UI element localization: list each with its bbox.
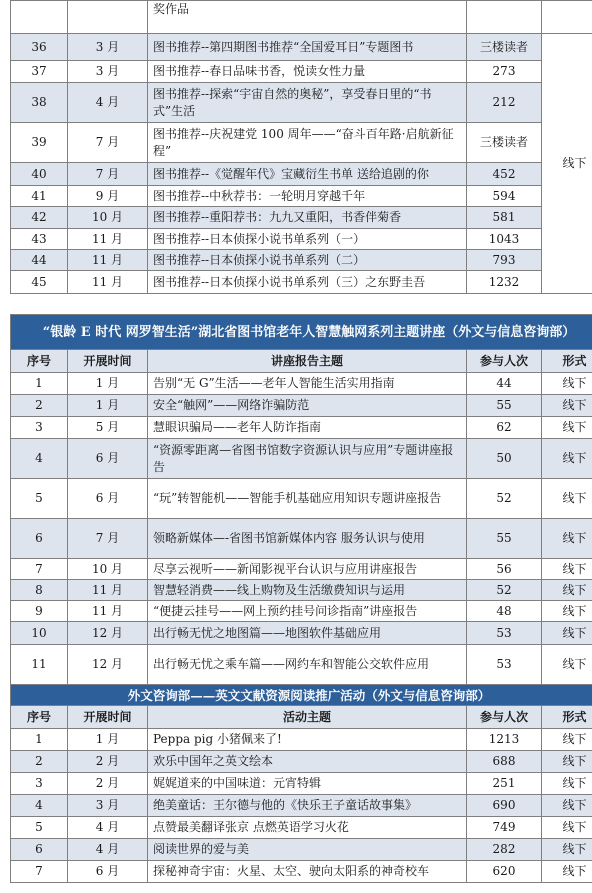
table-row [11, 439, 592, 479]
no-cell: 10 [11, 622, 68, 645]
month-cell: 1 月 [68, 373, 148, 395]
no-cell: 6 [11, 519, 68, 559]
no-cell [11, 1, 68, 34]
topic-cell: “玩”转智能机——智能手机基础应用知识专题讲座报告 [148, 479, 467, 519]
topic-cell: 图书推荐--日本侦探小说书单系列（三）之东野圭吾 [148, 271, 467, 294]
topic-cell: 图书推荐--春日品味书香，悦读女性力量 [148, 61, 467, 83]
topic-cell: 图书推荐--重阳荐书：九九又重阳，书香伴菊香 [148, 207, 467, 229]
topic-cell: 出行畅无忧之地图篇——地图软件基础应用 [148, 622, 467, 645]
no-cell: 40 [11, 163, 68, 186]
no-cell: 2 [11, 751, 68, 773]
no-cell: 3 [11, 773, 68, 795]
table-row [11, 729, 592, 751]
no-cell: 39 [11, 123, 68, 163]
no-cell: 44 [11, 250, 68, 271]
table-row [11, 559, 592, 580]
form-cell: 线下 [542, 580, 592, 601]
header-row [11, 350, 592, 373]
month-cell: 7 月 [68, 123, 148, 163]
table-row [11, 580, 592, 601]
header-no: 序号 [11, 350, 68, 373]
count-cell: 688 [467, 751, 542, 773]
count-cell: 452 [467, 163, 542, 186]
table-row [11, 839, 592, 861]
count-cell: 793 [467, 250, 542, 271]
month-cell: 7 月 [68, 163, 148, 186]
no-cell: 1 [11, 729, 68, 751]
count-cell: 690 [467, 795, 542, 817]
topic-cell: 图书推荐--《觉醒年代》宝藏衍生书单 送给追剧的你 [148, 163, 467, 186]
count-cell: 581 [467, 207, 542, 229]
count-cell: 53 [467, 622, 542, 645]
count-cell: 212 [467, 83, 542, 123]
month-cell: 3 月 [68, 34, 148, 61]
header-form: 形式 [542, 706, 592, 729]
topic-cell: 安全“触网”——网络诈骗防范 [148, 395, 467, 417]
no-cell: 41 [11, 186, 68, 207]
no-cell: 37 [11, 61, 68, 83]
topic-cell: 探秘神奇宇宙：火星、太空、驶向太阳系的神奇校车 [148, 861, 467, 883]
count-cell [467, 1, 542, 34]
month-cell: 4 月 [68, 83, 148, 123]
header-count: 参与人次 [467, 706, 542, 729]
form-cell: 线下 [542, 34, 592, 294]
table-row [11, 250, 592, 271]
no-cell: 5 [11, 479, 68, 519]
count-cell: 44 [467, 373, 542, 395]
month-cell: 7 月 [68, 519, 148, 559]
no-cell: 2 [11, 395, 68, 417]
month-cell: 3 月 [68, 61, 148, 83]
header-no: 序号 [11, 706, 68, 729]
topic-cell: 智慧轻消费——线上购物及生活缴费知识与运用 [148, 580, 467, 601]
table-row [11, 817, 592, 839]
month-cell: 11 月 [68, 580, 148, 601]
topic-cell: 图书推荐--日本侦探小说书单系列（二） [148, 250, 467, 271]
count-cell: 251 [467, 773, 542, 795]
section-title-row [11, 315, 592, 350]
topic-cell: 奖作品 [148, 1, 467, 34]
count-cell: 273 [467, 61, 542, 83]
form-cell: 线下 [542, 439, 592, 479]
month-cell: 12 月 [68, 645, 148, 685]
section-title-row [11, 685, 592, 706]
month-cell: 6 月 [68, 479, 148, 519]
month-cell: 4 月 [68, 839, 148, 861]
topic-cell: “资源零距离—省图书馆数字资源认识与应用”专题讲座报告 [148, 439, 467, 479]
form-cell [542, 1, 592, 34]
table-row [11, 34, 592, 61]
count-cell: 282 [467, 839, 542, 861]
count-cell: 620 [467, 861, 542, 883]
month-cell: 3 月 [68, 795, 148, 817]
no-cell: 43 [11, 229, 68, 250]
table-row [11, 271, 592, 294]
month-cell: 10 月 [68, 559, 148, 580]
table-row [11, 417, 592, 439]
topic-cell: 阅读世界的爱与美 [148, 839, 467, 861]
topic-cell: 点赞最美翻译张京 点燃英语学习火花 [148, 817, 467, 839]
form-cell: 线下 [542, 729, 592, 751]
no-cell: 45 [11, 271, 68, 294]
header-topic: 讲座报告主题 [148, 350, 467, 373]
count-cell: 749 [467, 817, 542, 839]
count-cell: 1213 [467, 729, 542, 751]
header-form: 形式 [542, 350, 592, 373]
table-row [11, 123, 592, 163]
topic-cell: 娓娓道来的中国味道：元宵特辑 [148, 773, 467, 795]
count-cell: 52 [467, 479, 542, 519]
table-row [11, 795, 592, 817]
table-row [11, 83, 592, 123]
form-cell: 线下 [542, 519, 592, 559]
no-cell: 8 [11, 580, 68, 601]
no-cell: 11 [11, 645, 68, 685]
no-cell: 4 [11, 795, 68, 817]
section-title: 外文咨询部——英文文献资源阅读推广活动（外文与信息咨询部） [11, 685, 592, 706]
month-cell: 12 月 [68, 622, 148, 645]
no-cell: 42 [11, 207, 68, 229]
count-cell: 三楼读者 [467, 123, 542, 163]
month-cell: 6 月 [68, 439, 148, 479]
table-row [11, 479, 592, 519]
topic-cell: 图书推荐--探索“宇宙自然的奥秘”，享受春日里的“书式”生活 [148, 83, 467, 123]
month-cell: 1 月 [68, 395, 148, 417]
table-row [11, 645, 592, 685]
month-cell: 9 月 [68, 186, 148, 207]
month-cell [68, 1, 148, 34]
table-row [11, 773, 592, 795]
count-cell: 56 [467, 559, 542, 580]
topic-cell: Peppa pig 小猪佩来了! [148, 729, 467, 751]
count-cell: 62 [467, 417, 542, 439]
table-row [11, 601, 592, 622]
table-row [11, 1, 592, 34]
no-cell: 9 [11, 601, 68, 622]
table-row [11, 373, 592, 395]
month-cell: 11 月 [68, 601, 148, 622]
topic-cell: 告别“无 G”生活——老年人智能生活实用指南 [148, 373, 467, 395]
no-cell: 7 [11, 559, 68, 580]
lecture-activity-table [10, 314, 592, 883]
section-title: “银龄 E 时代 网罗智生活”湖北省图书馆老年人智慧触网系列主题讲座（外文与信息咨询部） [11, 315, 592, 350]
form-cell: 线下 [542, 479, 592, 519]
form-cell: 线下 [542, 839, 592, 861]
no-cell: 3 [11, 417, 68, 439]
form-cell: 线下 [542, 773, 592, 795]
count-cell: 1232 [467, 271, 542, 294]
table-row [11, 751, 592, 773]
book-recommendation-table [10, 0, 592, 294]
table-row [11, 163, 592, 186]
month-cell: 2 月 [68, 751, 148, 773]
form-cell: 线下 [542, 559, 592, 580]
topic-cell: 出行畅无忧之乘车篇——网约车和智能公交软件应用 [148, 645, 467, 685]
header-count: 参与人次 [467, 350, 542, 373]
topic-cell: 图书推荐--日本侦探小说书单系列（一） [148, 229, 467, 250]
table-row [11, 207, 592, 229]
topic-cell: 绝美童话：王尔德与他的《快乐王子童话故事集》 [148, 795, 467, 817]
table-row [11, 61, 592, 83]
month-cell: 6 月 [68, 861, 148, 883]
month-cell: 4 月 [68, 817, 148, 839]
count-cell: 55 [467, 395, 542, 417]
form-cell: 线下 [542, 645, 592, 685]
count-cell: 594 [467, 186, 542, 207]
form-cell: 线下 [542, 751, 592, 773]
month-cell: 1 月 [68, 729, 148, 751]
topic-cell: “便捷云挂号——网上预约挂号问诊指南”讲座报告 [148, 601, 467, 622]
form-cell: 线下 [542, 861, 592, 883]
form-cell: 线下 [542, 622, 592, 645]
no-cell: 1 [11, 373, 68, 395]
topic-cell: 图书推荐--第四期图书推荐“全国爱耳日”专题图书 [148, 34, 467, 61]
count-cell: 50 [467, 439, 542, 479]
no-cell: 36 [11, 34, 68, 61]
no-cell: 7 [11, 861, 68, 883]
form-cell: 线下 [542, 417, 592, 439]
header-row [11, 706, 592, 729]
count-cell: 48 [467, 601, 542, 622]
count-cell: 55 [467, 519, 542, 559]
table-row [11, 229, 592, 250]
table-row [11, 861, 592, 883]
topic-cell: 图书推荐--中秋荐书：一轮明月穿越千年 [148, 186, 467, 207]
topic-cell: 欢乐中国年之英文绘本 [148, 751, 467, 773]
no-cell: 38 [11, 83, 68, 123]
table-row [11, 622, 592, 645]
month-cell: 11 月 [68, 271, 148, 294]
form-cell: 线下 [542, 395, 592, 417]
header-time: 开展时间 [68, 350, 148, 373]
month-cell: 11 月 [68, 250, 148, 271]
no-cell: 5 [11, 817, 68, 839]
header-topic: 活动主题 [148, 706, 467, 729]
form-cell: 线下 [542, 817, 592, 839]
count-cell: 52 [467, 580, 542, 601]
month-cell: 2 月 [68, 773, 148, 795]
topic-cell: 慧眼识骗局——老年人防诈指南 [148, 417, 467, 439]
no-cell: 4 [11, 439, 68, 479]
table-row [11, 395, 592, 417]
count-cell: 53 [467, 645, 542, 685]
count-cell: 1043 [467, 229, 542, 250]
table-row [11, 186, 592, 207]
count-cell: 三楼读者 [467, 34, 542, 61]
month-cell: 10 月 [68, 207, 148, 229]
topic-cell: 领略新媒体—-省图书馆新媒体内容 服务认识与使用 [148, 519, 467, 559]
no-cell: 6 [11, 839, 68, 861]
month-cell: 11 月 [68, 229, 148, 250]
form-cell: 线下 [542, 601, 592, 622]
topic-cell: 图书推荐--庆祝建党 100 周年——“奋斗百年路·启航新征程” [148, 123, 467, 163]
form-cell: 线下 [542, 373, 592, 395]
header-time: 开展时间 [68, 706, 148, 729]
month-cell: 5 月 [68, 417, 148, 439]
table-row [11, 519, 592, 559]
form-cell: 线下 [542, 795, 592, 817]
topic-cell: 尽享云视听——新闻影视平台认识与应用讲座报告 [148, 559, 467, 580]
